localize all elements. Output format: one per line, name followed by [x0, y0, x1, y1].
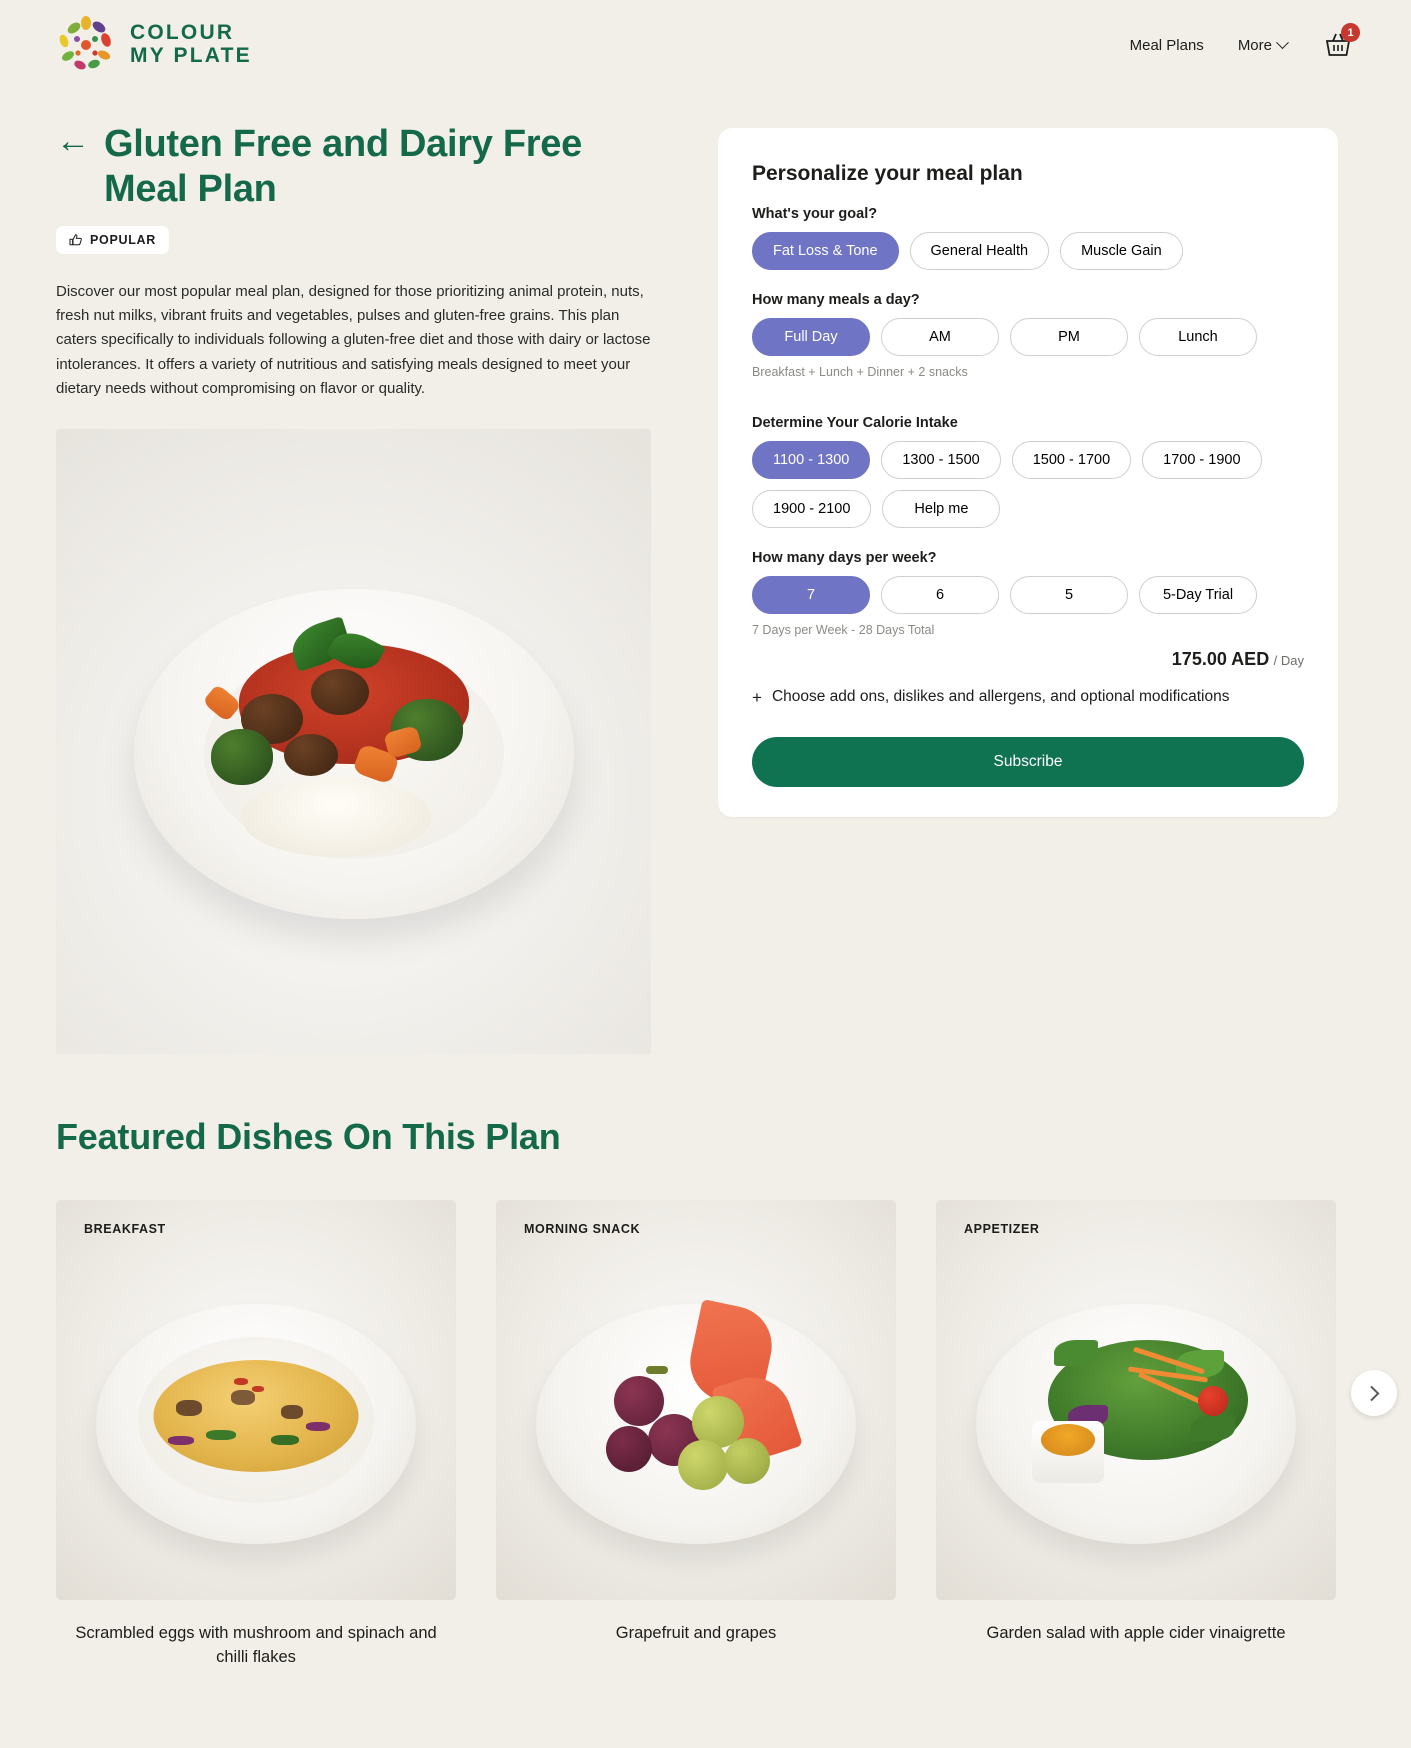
- back-arrow-icon[interactable]: ←: [56, 122, 90, 160]
- dish-caption: Grapefruit and grapes: [615, 1624, 777, 1643]
- days-option-7[interactable]: 7: [752, 576, 870, 614]
- dish-tag: APPETIZER: [964, 1222, 1040, 1237]
- cart-button[interactable]: [1321, 28, 1355, 62]
- goal-option-general-health[interactable]: General Health: [910, 232, 1050, 270]
- brand-wordmark: [130, 22, 252, 67]
- dish-image-appetizer: [936, 1200, 1336, 1600]
- goal-option-fat-loss-tone[interactable]: Fat Loss & Tone: [752, 232, 899, 270]
- dish-tag: MORNING SNACK: [524, 1222, 641, 1237]
- calories-option-1300-1500[interactable]: 1300 - 1500: [881, 441, 1000, 479]
- price-row: [752, 649, 1304, 670]
- subscribe-button[interactable]: Subscribe: [752, 737, 1304, 787]
- calories-option-help-me[interactable]: Help me: [882, 490, 1000, 528]
- calories-option-1900-2100[interactable]: 1900 - 2100: [752, 490, 871, 528]
- featured-dishes-carousel: [0, 1158, 1411, 1670]
- calories-option-1100-1300[interactable]: 1100 - 1300: [752, 441, 870, 479]
- days-question-label: How many days per week?: [752, 550, 937, 566]
- plan-description: Discover our most popular meal plan, designed for those prioritizing animal protein, nuts, fresh nut milks, vibrant fruits and vegetables, pulses and gluten-free grains. This plan caters specifically to individuals following a gluten-free diet and those with dairy or lactose intolerances. It offers a variety of nutritious and satisfying meals designed to meet your dietary needs without compromising on flavor or quality.: [56, 282, 651, 397]
- nav-more-label: More: [1237, 36, 1272, 54]
- hero-meatball: [311, 669, 369, 715]
- chilli-flake: [252, 1386, 264, 1392]
- status-badge: [56, 226, 169, 254]
- meals-option-am[interactable]: AM: [881, 318, 999, 356]
- price-amount: 175.00 AED: [1171, 649, 1270, 669]
- mushroom-piece: [176, 1400, 202, 1416]
- plan-top-section: [0, 90, 1411, 1054]
- grape-stem: [646, 1366, 668, 1374]
- goal-option-muscle-gain[interactable]: Muscle Gain: [1060, 232, 1183, 270]
- spinach-leaf: [206, 1430, 236, 1440]
- page-title: Gluten Free and Dairy Free Meal Plan: [104, 123, 582, 210]
- status-badge-label: POPULAR: [90, 232, 157, 247]
- plan-details-column: [56, 122, 656, 1054]
- nav-item-meal-plans[interactable]: Meal Plans: [1129, 36, 1204, 54]
- calories-option-1500-1700[interactable]: 1500 - 1700: [1012, 441, 1131, 479]
- chilli-flake: [234, 1378, 248, 1385]
- colour-my-plate-logo-icon: [56, 14, 116, 76]
- plus-icon: +: [752, 688, 762, 707]
- meals-question-label: How many meals a day?: [752, 292, 920, 308]
- brand-line-2: MY PLATE: [130, 44, 252, 67]
- brand-logo[interactable]: [56, 14, 252, 76]
- personalize-panel: [718, 128, 1338, 817]
- lettuce-leaf: [1054, 1340, 1098, 1366]
- hero-broccoli: [211, 729, 273, 785]
- dish-card[interactable]: [936, 1200, 1336, 1670]
- cherry-tomato: [1198, 1386, 1228, 1416]
- brand-line-1: COLOUR: [130, 21, 235, 45]
- nav-item-more[interactable]: [1238, 37, 1287, 54]
- meals-option-pm[interactable]: PM: [1010, 318, 1128, 356]
- cart-count-badge: 1: [1341, 23, 1360, 42]
- calories-option-1700-1900[interactable]: 1700 - 1900: [1142, 441, 1261, 479]
- red-cabbage: [306, 1422, 330, 1431]
- dish-card[interactable]: [496, 1200, 896, 1670]
- plan-hero-image: [56, 429, 651, 1054]
- red-grape: [606, 1426, 652, 1472]
- days-hint: 7 Days per Week - 28 Days Total: [752, 623, 935, 637]
- dish-caption: Scrambled eggs with mushroom and spinach and chilli flakes: [75, 1624, 437, 1667]
- addons-toggle[interactable]: [752, 686, 1304, 711]
- panel-title: Personalize your meal plan: [752, 162, 1023, 185]
- green-grape: [724, 1438, 770, 1484]
- dressing-liquid: [1041, 1424, 1095, 1456]
- lettuce-leaf: [1191, 1415, 1235, 1441]
- price-unit: / Day: [1273, 653, 1304, 668]
- scrambled-eggs: [154, 1360, 359, 1472]
- meals-hint: Breakfast + Lunch + Dinner + 2 snacks: [752, 365, 968, 379]
- dish-caption: Garden salad with apple cider vinaigrette: [986, 1624, 1286, 1643]
- main-nav: [1130, 28, 1355, 62]
- red-cabbage: [168, 1436, 194, 1445]
- calories-options: [752, 441, 1304, 528]
- carousel-next-button[interactable]: [1351, 1370, 1397, 1416]
- meals-option-full-day[interactable]: Full Day: [752, 318, 870, 356]
- hero-meatball: [284, 734, 338, 776]
- meals-option-lunch[interactable]: Lunch: [1139, 318, 1257, 356]
- mushroom-piece: [231, 1390, 255, 1405]
- days-option-6[interactable]: 6: [881, 576, 999, 614]
- days-options: [752, 576, 1304, 614]
- chevron-right-icon: [1363, 1385, 1379, 1401]
- green-grape: [678, 1440, 728, 1490]
- hero-rice: [241, 777, 431, 857]
- goal-options: [752, 232, 1304, 270]
- days-option-5[interactable]: 5: [1010, 576, 1128, 614]
- thumbs-up-icon: [69, 233, 83, 247]
- dish-tag: BREAKFAST: [84, 1222, 166, 1237]
- plan-title-row: [56, 122, 656, 212]
- days-option-5-day-trial[interactable]: 5-Day Trial: [1139, 576, 1257, 614]
- meals-options: [752, 318, 1304, 356]
- addons-label: Choose add ons, dislikes and allergens, and optional modifications: [771, 688, 1230, 705]
- calories-question-label: Determine Your Calorie Intake: [752, 415, 958, 431]
- goal-question-label: What's your goal?: [752, 206, 878, 222]
- mushroom-piece: [281, 1405, 303, 1419]
- chevron-down-icon: [1276, 36, 1289, 49]
- dish-image-breakfast: [56, 1200, 456, 1600]
- dish-image-morning-snack: [496, 1200, 896, 1600]
- dish-card[interactable]: [56, 1200, 456, 1670]
- featured-section-title: Featured Dishes On This Plan: [56, 1116, 561, 1158]
- site-header: [0, 0, 1411, 90]
- spinach-leaf: [271, 1435, 299, 1445]
- red-grape: [614, 1376, 664, 1426]
